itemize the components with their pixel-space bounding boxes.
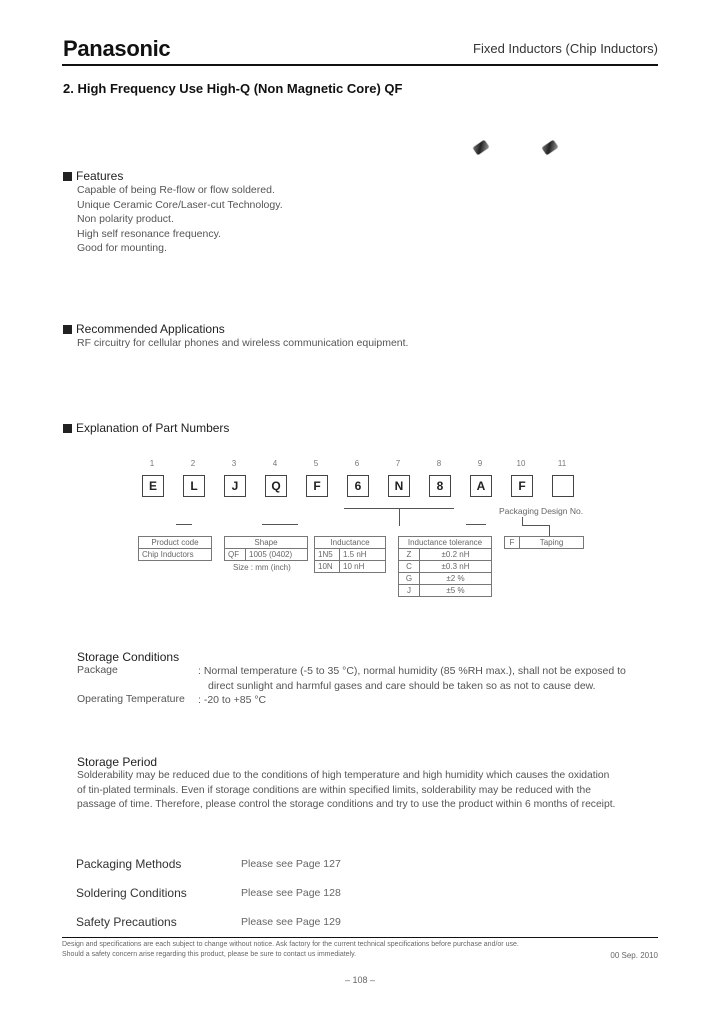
pn-index: 3 — [231, 459, 237, 468]
table-cell: G — [399, 573, 420, 585]
packaging-table — [504, 536, 584, 549]
chip-inductor-image-1 — [473, 140, 490, 155]
table-header: Inductance — [315, 537, 386, 549]
bullet-square-icon — [63, 325, 72, 334]
pn-index: 8 — [436, 459, 442, 468]
section-title: 2. High Frequency Use High-Q (Non Magnetic Core) QF — [63, 81, 403, 96]
table-cell: 10 nH — [340, 561, 386, 573]
applications-heading: Recommended Applications — [63, 322, 225, 336]
package-text: : Normal temperature (-5 to 35 °C), normal humidity (85 %RH max.), shall not be exposed to — [198, 665, 626, 677]
shape-size-note: Size : mm (inch) — [233, 563, 291, 572]
tolerance-table — [398, 536, 492, 597]
soldering-conditions-label: Soldering Conditions — [76, 886, 187, 900]
storage-period-text: passage of time. Therefore, please control the storage conditions and try to use the product within 6 months of receipt. — [77, 799, 616, 810]
feature-item: Non polarity product. — [77, 213, 174, 225]
table-cell: Taping — [520, 537, 584, 549]
connector-line — [549, 525, 550, 536]
table-cell: 1005 (0402) — [246, 549, 308, 561]
package-label: Package — [77, 664, 118, 676]
feature-item: Capable of being Re-flow or flow soldered. — [77, 184, 275, 196]
pn-char-box: 8 — [429, 475, 451, 497]
pn-char-box: E — [142, 475, 164, 497]
table-cell: ±0.3 nH — [420, 561, 492, 573]
packaging-methods-page[interactable]: Please see Page 127 — [241, 858, 341, 870]
header-title: Fixed Inductors (Chip Inductors) — [473, 41, 658, 56]
pn-index: 1 — [149, 459, 155, 468]
pn-index: 9 — [477, 459, 483, 468]
operating-temperature-label: Operating Temperature — [77, 693, 185, 705]
table-cell: Chip Inductors — [139, 549, 212, 561]
chip-inductor-image-2 — [542, 140, 559, 155]
pn-index: 10 — [516, 459, 526, 468]
footer-date: 00 Sep. 2010 — [610, 951, 658, 960]
pn-index: 11 — [557, 459, 567, 468]
operating-temperature-text: : -20 to +85 °C — [198, 694, 267, 706]
pn-char-box: F — [511, 475, 533, 497]
connector-line — [522, 517, 523, 525]
table-cell: ±5 % — [420, 585, 492, 597]
panasonic-logo: Panasonic — [63, 36, 171, 61]
footer-note: Design and specifications are each subject to change without notice. Ask factory for the current technical specifications before purchase and/or use. — [62, 941, 519, 948]
table-cell: ±2 % — [420, 573, 492, 585]
safety-precautions-page[interactable]: Please see Page 129 — [241, 916, 341, 928]
table-cell: 1.5 nH — [340, 549, 386, 561]
table-cell: J — [399, 585, 420, 597]
pn-char-box: 6 — [347, 475, 369, 497]
storage-period-text: Solderability may be reduced due to the conditions of high temperature and high humidity which causes the oxidation — [77, 770, 610, 781]
storage-period-heading: Storage Period — [77, 755, 158, 769]
pn-index: 4 — [272, 459, 278, 468]
pn-index: 7 — [395, 459, 401, 468]
connector-line — [466, 524, 486, 525]
packaging-methods-label: Packaging Methods — [76, 857, 182, 871]
table-cell: ±0.2 nH — [420, 549, 492, 561]
pn-char-box — [552, 475, 574, 497]
safety-precautions-label: Safety Precautions — [76, 915, 177, 929]
pn-char-box: L — [183, 475, 205, 497]
pn-index: 6 — [354, 459, 360, 468]
inductance-table — [314, 536, 386, 573]
table-cell: F — [505, 537, 520, 549]
bullet-square-icon — [63, 424, 72, 433]
soldering-conditions-page[interactable]: Please see Page 128 — [241, 887, 341, 899]
connector-line — [262, 524, 298, 525]
page-number: – 108 – — [344, 975, 376, 985]
connector-line — [399, 508, 400, 526]
shape-table — [224, 536, 308, 561]
table-header: Product code — [139, 537, 212, 549]
pn-char-box: N — [388, 475, 410, 497]
footer-note: Should a safety concern arise regarding this product, please be sure to contact us immediately. — [62, 951, 357, 958]
table-header: Shape — [225, 537, 308, 549]
table-cell: QF — [225, 549, 246, 561]
packaging-design-label: Packaging Design No. — [499, 506, 584, 516]
pn-char-box: J — [224, 475, 246, 497]
connector-line — [176, 524, 192, 525]
footer-rule — [62, 937, 658, 938]
product-code-table — [138, 536, 212, 561]
part-numbers-heading: Explanation of Part Numbers — [63, 421, 229, 435]
bullet-square-icon — [63, 172, 72, 181]
table-cell: Z — [399, 549, 420, 561]
pn-index: 2 — [190, 459, 196, 468]
storage-period-text: of tin-plated terminals. Even if storage conditions are within specified limits, solderability may be reduced with the — [77, 784, 591, 796]
pn-char-box: Q — [265, 475, 287, 497]
features-heading: Features — [63, 169, 123, 183]
feature-item: Good for mounting. — [77, 242, 167, 254]
feature-item: High self resonance frequency. — [77, 227, 221, 240]
pn-char-box: F — [306, 475, 328, 497]
package-text: direct sunlight and harmful gases and care should be taken so as not to cause dew. — [208, 679, 596, 692]
table-header: Inductance tolerance — [399, 537, 492, 549]
connector-line — [522, 525, 549, 526]
applications-text: RF circuitry for cellular phones and wireless communication equipment. — [77, 337, 409, 349]
feature-item: Unique Ceramic Core/Laser-cut Technology. — [77, 198, 283, 211]
table-cell: 1N5 — [315, 549, 340, 561]
pn-char-box: A — [470, 475, 492, 497]
header-rule — [62, 64, 658, 66]
table-cell: C — [399, 561, 420, 573]
pn-index: 5 — [313, 459, 319, 468]
table-cell: 10N — [315, 561, 340, 573]
storage-conditions-heading: Storage Conditions — [77, 650, 180, 664]
